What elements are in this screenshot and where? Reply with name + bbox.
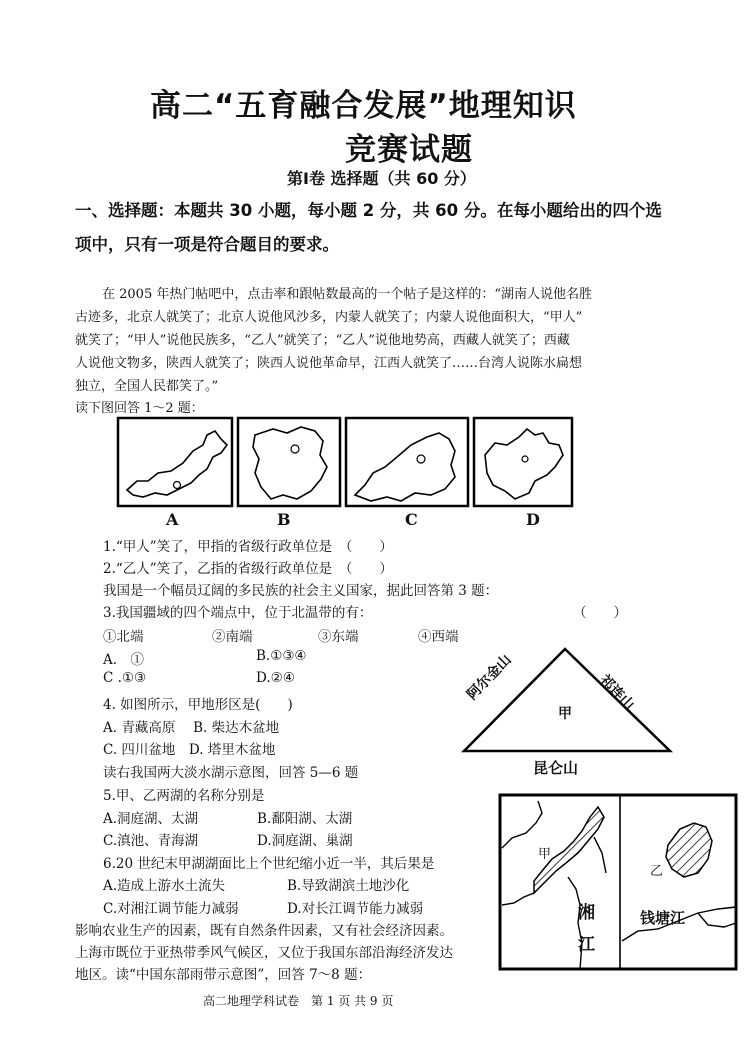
page-title: 高二“五育融合发展”地理知识 xyxy=(150,88,577,124)
q3-item-1: ①北端 xyxy=(103,629,144,645)
map-d xyxy=(474,418,572,506)
q5-option-c: C.滇池、青海湖 xyxy=(103,833,199,849)
map-label-b: B xyxy=(277,510,291,529)
map-label-d: D xyxy=(526,510,540,529)
q3-option-d: D.②④ xyxy=(256,670,295,686)
q3-item-3: ③东端 xyxy=(318,629,359,645)
lake-label-jia: 甲 xyxy=(538,847,552,862)
q4-options-ab: A. 青藏高原 B. 柴达木盆地 xyxy=(103,720,280,736)
question-1: 1.“甲人”笑了，甲指的省级行政单位是 （ ） xyxy=(103,539,393,555)
question-4: 4. 如图所示，甲地形区是( ) xyxy=(103,697,293,713)
question-3-answer-paren: （ ） xyxy=(573,605,627,621)
q6-option-b: B.导致湖滨土地沙化 xyxy=(287,878,410,894)
passage-prompt: 读下图回答 1～2 题： xyxy=(75,401,204,416)
passage-line: 人说他文物多，陕西人就笑了；陕西人说他革命早，江西人就笑了……台湾人说陈水扁想 xyxy=(75,356,583,371)
q3-item-2: ②南端 xyxy=(212,629,253,645)
question-2: 2.“乙人”笑了，乙指的省级行政单位是 （ ） xyxy=(103,561,393,577)
q5-option-a: A.洞庭湖、太湖 xyxy=(103,811,199,827)
q5-option-b: B.鄱阳湖、太湖 xyxy=(257,811,353,827)
instructions-line2: 项中，只有一项是符合题目的要求。 xyxy=(75,235,339,254)
label-qilian-mountains: 祁连山 xyxy=(596,672,638,714)
questions-5-6-intro: 读右我国两大淡水湖示意图，回答 5—6 题 xyxy=(103,765,359,781)
province-maps-figure xyxy=(115,415,575,535)
question-3-intro: 我国是一个幅员辽阔的多民族的社会主义国家，据此回答第 3 题： xyxy=(103,583,499,599)
q3-option-b: B.①③④ xyxy=(256,648,307,664)
map-c xyxy=(346,418,468,506)
lakes-map-figure xyxy=(498,793,738,971)
passage-line: 古迹多，北京人就笑了；北京人说他风沙多，内蒙人就笑了；内蒙人说他面积大，“甲人” xyxy=(75,310,583,325)
lake-label-yi: 乙 xyxy=(650,864,664,879)
question-3: 3.我国疆域的四个端点中，位于北温带的有： xyxy=(103,605,373,621)
question-5: 5.甲、乙两湖的名称分别是 xyxy=(103,788,265,804)
label-jia-region: 甲 xyxy=(558,706,572,722)
q3-option-c: C .①③ xyxy=(103,670,147,686)
passage-line: 在 2005 年热门帖吧中，点击率和跟帖数最高的一个帖子是这样的：“湖南人说他名胜 xyxy=(102,287,592,302)
instructions-line1: 一、选择题：本题共 30 小题，每小题 2 分，共 60 分。在每小题给出的四个选 xyxy=(75,201,662,220)
map-label-c: C xyxy=(405,510,418,529)
q3-option-a: A. ① xyxy=(103,652,145,668)
page-title-line2: 竞赛试题 xyxy=(345,132,473,168)
q6-option-d: D.对长江调节能力减弱 xyxy=(287,901,424,917)
question-6: 6.20 世纪末甲湖湖面比上个世纪缩小近一半，其后果是 xyxy=(103,856,435,872)
page-footer: 高二地理学科试卷 第 1 页 共 9 页 xyxy=(203,994,394,1008)
river-label-jiang: 江 xyxy=(578,935,595,955)
river-label-qiantang: 钱塘江 xyxy=(640,909,686,927)
passage-line: 独立，全国人民都笑了。” xyxy=(75,379,219,394)
label-kunlun-mountains: 昆仑山 xyxy=(533,759,579,777)
questions-7-8-intro-line3: 地区。读“中国东部雨带示意图”，回答 7～8 题： xyxy=(75,967,372,983)
river-label-xiang: 湘 xyxy=(578,903,595,923)
q3-item-4: ④西端 xyxy=(418,629,459,645)
section-heading: 第Ⅰ卷 选择题（共 60 分） xyxy=(287,169,476,188)
map-b xyxy=(238,418,340,506)
map-label-a: A xyxy=(166,510,179,529)
q6-option-a: A.造成上游水土流失 xyxy=(103,878,226,894)
q6-option-c: C.对湘江调节能力减弱 xyxy=(103,901,239,917)
q5-option-d: D.洞庭湖、巢湖 xyxy=(257,833,353,849)
q4-options-cd: C. 四川盆地 D. 塔里木盆地 xyxy=(103,742,276,758)
label-altun-mountains: 阿尔金山 xyxy=(464,651,515,704)
passage-line: 就笑了；“甲人”说他民族多，“乙人”就笑了；“乙人”说他地势高，西藏人就笑了；西藏 xyxy=(75,333,570,348)
map-a xyxy=(118,418,232,506)
questions-7-8-intro-line2: 上海市既位于亚热带季风气候区，又位于我国东部沿海经济发达 xyxy=(75,945,453,961)
questions-7-8-intro-line1: 影响农业生产的因素，既有自然条件因素，又有社会经济因素。 xyxy=(75,923,453,939)
